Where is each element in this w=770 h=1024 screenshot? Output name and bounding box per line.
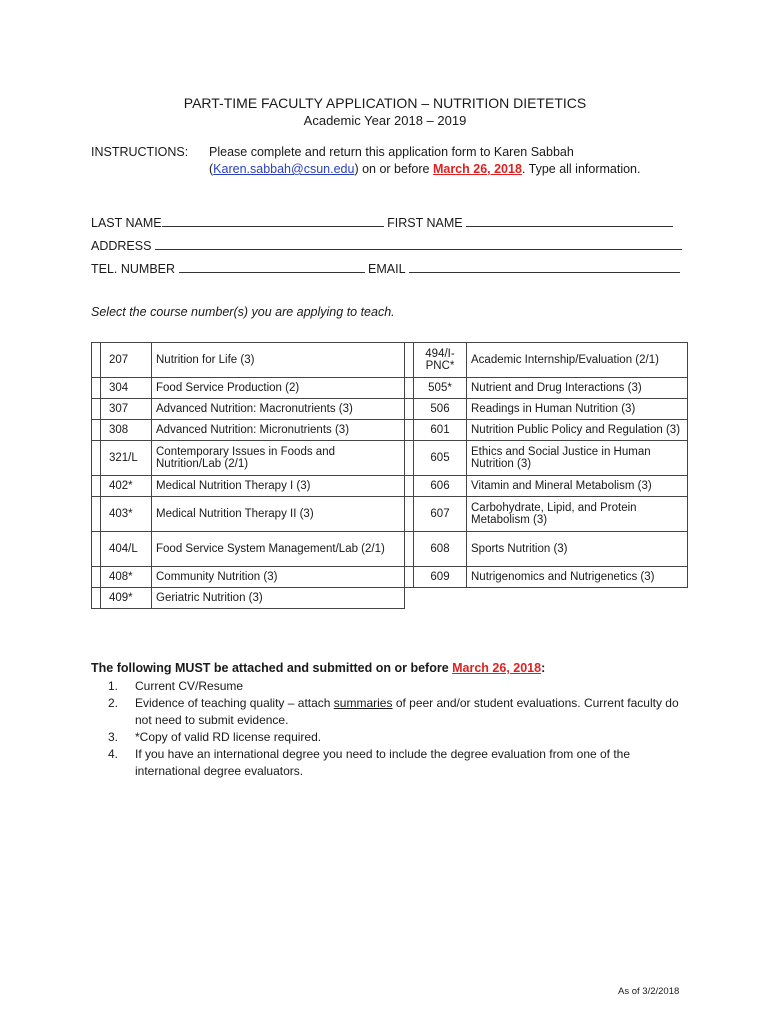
course-number: 402* [101,476,152,497]
course-title: Readings in Human Nutrition (3) [467,399,688,420]
item-number: 3. [108,730,119,744]
item-text: *Copy of valid RD license required. [135,730,322,744]
course-number: 207 [101,343,152,378]
tel-field[interactable] [179,261,365,273]
instructions-line-2 [209,162,641,176]
course-title: Carbohydrate, Lipid, and Protein Metabolism (3) [467,497,688,532]
requirements-deadline: March 26, 2018 [452,661,542,675]
course-number: 606 [414,476,467,497]
course-number: 608 [414,532,467,567]
course-title: Food Service System Management/Lab (2/1) [152,532,405,567]
item-text-underlined: summaries [333,696,393,710]
item-text: If you have an international degree you need to include the degree evaluation from one of the international degree evaluators. [135,747,631,778]
last-name-label: LAST NAME [91,216,162,230]
requirements-heading-text: The following MUST be attached and submitted on or before [91,661,453,675]
name-row [91,215,681,230]
last-name-field[interactable] [162,215,384,227]
course-number: 494/I-PNC* [414,343,467,378]
table-row [92,378,688,399]
list-item [108,729,688,746]
address-label: ADDRESS [91,239,152,253]
course-title: Nutrigenomics and Nutrigenetics (3) [467,567,688,588]
empty-cell [405,588,688,609]
table-row [92,441,688,476]
table-row [92,476,688,497]
open-paren: ( [209,162,214,176]
tel-label: TEL. NUMBER [91,262,176,276]
requirements-heading [91,661,545,675]
page-subtitle: Academic Year 2018 – 2019 [303,113,467,128]
course-checkbox-307[interactable] [92,399,101,420]
course-title: Academic Internship/Evaluation (2/1) [467,343,688,378]
course-title: Vitamin and Mineral Metabolism (3) [467,476,688,497]
table-row [92,567,688,588]
course-title: Nutrition for Life (3) [152,343,405,378]
course-number: 409* [101,588,152,609]
course-title: Advanced Nutrition: Micronutrients (3) [152,420,405,441]
course-checkbox-506[interactable] [405,399,414,420]
course-checkbox-403[interactable] [92,497,101,532]
course-title: Nutrient and Drug Interactions (3) [467,378,688,399]
item-number: 4. [108,747,119,761]
course-checkbox-304[interactable] [92,378,101,399]
course-checkbox-402[interactable] [92,476,101,497]
course-number: 308 [101,420,152,441]
course-checkbox-409[interactable] [92,588,101,609]
list-item [108,695,688,729]
course-checkbox-494[interactable] [405,343,414,378]
course-title: Contemporary Issues in Foods and Nutrition/Lab (2/1) [152,441,405,476]
course-title: Nutrition Public Policy and Regulation (3) [467,420,688,441]
list-item [108,746,688,780]
table-row [92,399,688,420]
footer-date: As of 3/2/2018 [618,986,680,997]
course-title: Medical Nutrition Therapy I (3) [152,476,405,497]
address-row [91,238,681,253]
instructions-end: . Type all information. [521,162,641,176]
deadline-date: March 26, 2018 [432,162,522,176]
course-number: 307 [101,399,152,420]
requirements-list [108,678,688,780]
course-checkbox-607[interactable] [405,497,414,532]
item-text: Current CV/Resume [135,679,244,693]
first-name-label: FIRST NAME [387,216,463,230]
table-row [92,588,688,609]
course-checkbox-601[interactable] [405,420,414,441]
course-title: Advanced Nutrition: Macronutrients (3) [152,399,405,420]
item-text-pre: Evidence of teaching quality – attach [135,696,334,710]
course-number: 404/L [101,532,152,567]
course-table [91,342,688,609]
table-row [92,343,688,378]
select-course-note: Select the course number(s) you are applying to teach. [91,305,395,319]
table-row [92,497,688,532]
course-checkbox-505[interactable] [405,378,414,399]
course-checkbox-321[interactable] [92,441,101,476]
list-item [108,678,688,695]
first-name-field[interactable] [466,215,673,227]
course-number: 605 [414,441,467,476]
course-number: 304 [101,378,152,399]
course-title: Geriatric Nutrition (3) [152,588,405,609]
course-checkbox-408[interactable] [92,567,101,588]
course-title: Community Nutrition (3) [152,567,405,588]
contact-row [91,261,681,276]
instructions-line-1: Please complete and return this application form to Karen Sabbah [209,145,574,159]
email-label: EMAIL [368,262,406,276]
course-number: 408* [101,567,152,588]
course-checkbox-608[interactable] [405,532,414,567]
course-checkbox-605[interactable] [405,441,414,476]
course-title: Sports Nutrition (3) [467,532,688,567]
course-number: 403* [101,497,152,532]
course-checkbox-207[interactable] [92,343,101,378]
address-field[interactable] [155,238,682,250]
course-checkbox-606[interactable] [405,476,414,497]
table-row [92,532,688,567]
course-checkbox-308[interactable] [92,420,101,441]
item-number: 2. [108,696,119,710]
course-checkbox-404[interactable] [92,532,101,567]
course-number: 607 [414,497,467,532]
course-number: 505* [414,378,467,399]
table-row [92,420,688,441]
course-checkbox-609[interactable] [405,567,414,588]
course-title: Medical Nutrition Therapy II (3) [152,497,405,532]
course-title: Ethics and Social Justice in Human Nutrition (3) [467,441,688,476]
course-number: 609 [414,567,467,588]
course-number: 601 [414,420,467,441]
course-title: Food Service Production (2) [152,378,405,399]
email-link[interactable]: Karen.sabbah@csun.edu [213,162,355,176]
instructions-label: INSTRUCTIONS: [91,145,189,159]
item-text-post: of peer and/or student evaluations. Current faculty do not need to submit evidence. [135,696,679,727]
instructions-mid: ) on or before [354,162,433,176]
course-number: 506 [414,399,467,420]
page-title: PART-TIME FACULTY APPLICATION – NUTRITION DIETETICS [183,95,587,111]
item-number: 1. [108,679,119,693]
requirements-heading-end: : [541,661,546,675]
email-field[interactable] [409,261,680,273]
course-number: 321/L [101,441,152,476]
